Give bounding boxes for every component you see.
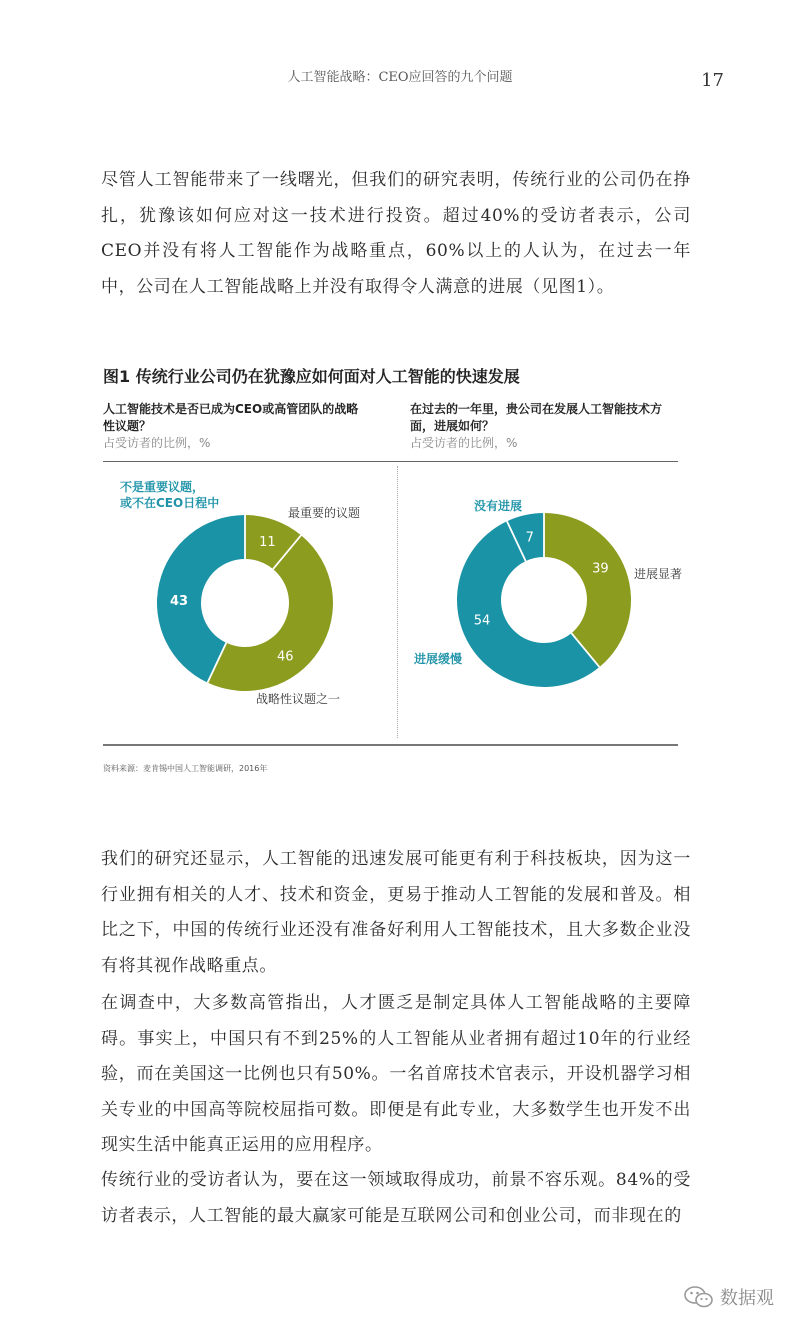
chart-2-label-no-progress: 没有进展: [474, 499, 523, 513]
watermark-text: 数据观: [720, 1288, 774, 1309]
chart-1-value-1: 46: [276, 649, 294, 665]
paragraph-1: 尽管人工智能带来了一线曙光，但我们的研究表明，传统行业的公司仍在挣扎，犹豫该如何应对这一技术进行投资。超过40%的受访者表示，公司CEO并没有将人工智能作为战略重点，60%以上的人认为，在过去一年中，公司在人工智能战略上并没有取得令人满意的进展（见图1）。: [101, 170, 691, 297]
chart-1-label-line-1: 不是重要议题，: [120, 480, 205, 494]
chart-2-label-significant: 进展显著: [634, 567, 683, 581]
chart-1-value-2: 43: [170, 594, 189, 610]
chart-2-value-2: 7: [525, 530, 534, 546]
paragraph-2: 我们的研究还显示，人工智能的迅速发展可能更有利于科技板块，因为这一行业拥有相关的人才、技术和资金，更易于推动人工智能的发展和普及。相比之下，中国的传统行业还没有准备好利用人工智能技术，且大多数企业没有将其视作战略重点。: [101, 849, 691, 976]
chart-1-label-strategic: 战略性议题之一: [256, 692, 341, 706]
wechat-icon: [684, 1286, 714, 1308]
chart-2-donut: [456, 512, 632, 688]
paragraph-3: 在调查中，大多数高管指出，人才匮乏是制定具体人工智能战略的主要障碍。事实上，中国只有不到25%的人工智能从业者拥有超过10年的行业经验，而在美国这一比例也只有50%。一名首席技术官表示，开设机器学习相关专业的中国高等院校屈指可数。即便是有此专业，大多数学生也开发不出现实生活中能真正运用的应用程序。: [101, 993, 691, 1155]
page-header-title: 人工智能战略：CEO应回答的九个问题: [287, 70, 513, 85]
chart-1-donut: [155, 513, 335, 693]
figure-source: 资料来源：麦肯锡中国人工智能调研，2016年: [103, 764, 268, 773]
chart-2-value-0: 39: [592, 561, 609, 577]
paragraph-4: 传统行业的受访者认为，要在这一领域取得成功，前景不容乐观。84%的受访者表示，人工智能的最大赢家可能是互联网公司和创业公司，而非现在的: [101, 1170, 691, 1226]
chart-1-label-most-important: 最重要的议题: [288, 506, 361, 520]
chart-bottom-rule: [103, 744, 678, 746]
chart-1-subtitle: 占受访者的比例，%: [103, 436, 211, 450]
chart-1-label-line-2: 或不在CEO日程中: [120, 496, 220, 510]
figure-title: 图1 传统行业公司仍在犹豫应如何面对人工智能的快速发展: [103, 367, 520, 386]
chart-1-question: 人工智能技术是否已成为CEO或高管团队的战略性议题？: [103, 402, 359, 433]
chart-top-rule: [103, 461, 678, 462]
watermark: [684, 1284, 774, 1310]
chart-divider: [397, 466, 398, 738]
chart-1-label-not-important: [120, 479, 219, 511]
page-number: 17: [701, 70, 724, 91]
chart-2-question: 在过去的一年里，贵公司在发展人工智能技术方面，进展如何？: [410, 402, 663, 433]
chart-2-value-1: 54: [473, 613, 491, 629]
chart-2-label-slow: 进展缓慢: [414, 652, 463, 666]
chart-2-subtitle: 占受访者的比例，%: [410, 436, 518, 450]
chart-1-value-0: 11: [259, 534, 276, 550]
